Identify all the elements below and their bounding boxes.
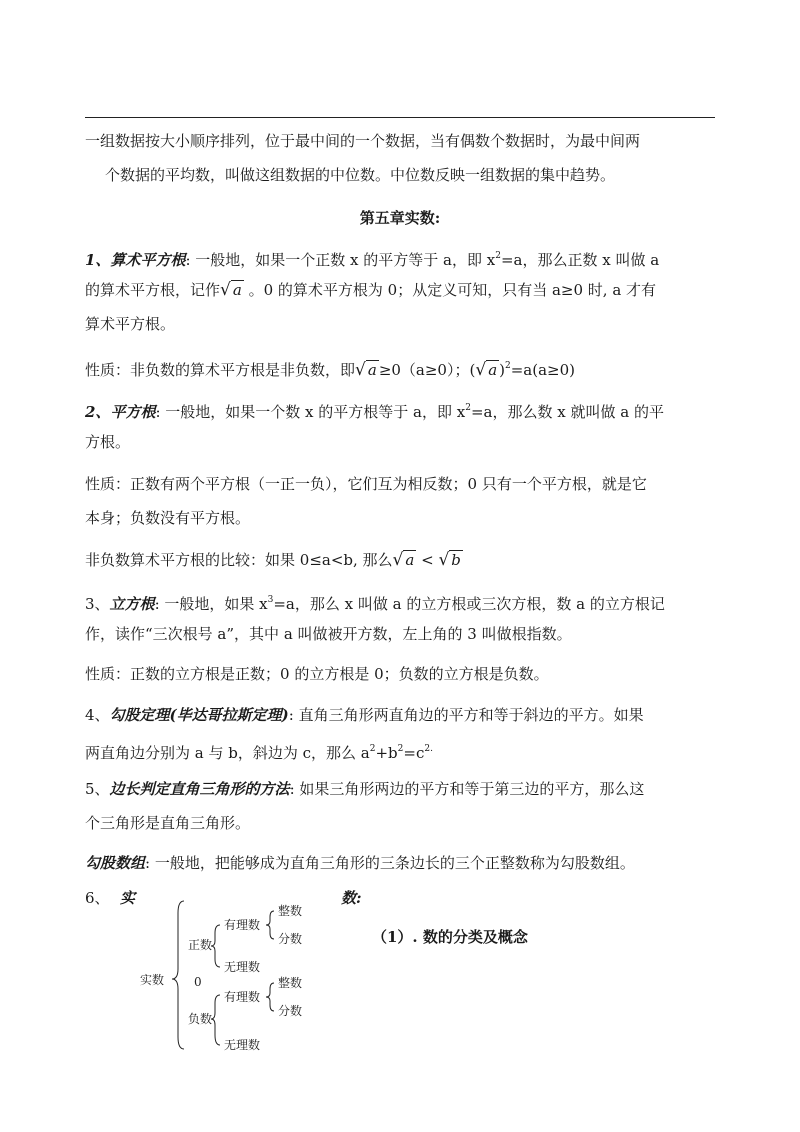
text: =a(a≥0) (510, 361, 576, 379)
text: : 一般地，把能够成为直角三角形的三条边长的三个正整数称为勾股数组。 (145, 854, 635, 872)
section-3-line-1 (85, 590, 665, 614)
section-6-number: 6、 (85, 889, 110, 907)
intro-line-2: 个数据的平均数，叫做这组数据的中位数。中位数反映一组数据的集中趋势。 (105, 166, 616, 184)
section-number: 2、 (85, 403, 111, 421)
superscript: 2 (369, 744, 376, 754)
superscript: 2 (397, 744, 404, 754)
text: 两直角边分别为 a 与 b，斜边为 c，那么 a (85, 744, 370, 762)
text: +b (375, 744, 398, 762)
text: : 一般地，如果一个数 x 的平方根等于 a，即 x (155, 403, 466, 421)
section-1-line-3: 算术平方根。 (85, 315, 176, 333)
superscript: 2 (495, 251, 501, 261)
tree-integer: 整数 (278, 904, 303, 918)
text: =c (403, 744, 425, 762)
section-6-term-a: 实 (120, 889, 136, 907)
section-1-line-1 (85, 246, 659, 270)
superscript: 2. (424, 744, 433, 754)
tree-rational: 有理数 (224, 918, 261, 932)
tree-irrational: 无理数 (224, 960, 261, 974)
section-2-line-2: 方根。 (85, 433, 131, 451)
superscript: 2 (505, 361, 511, 371)
radicand: a (405, 551, 415, 569)
text: 性质：非负数的算术平方根是非负数，即 (85, 361, 356, 379)
section-4-line-1 (85, 705, 644, 725)
sqrt-symbol: √ a (475, 360, 498, 380)
tree-positive: 正数 (188, 938, 213, 952)
text: : 一般地，如果 x (154, 595, 268, 613)
number-classification-tree (140, 895, 340, 1055)
section-4-line-2 (85, 739, 433, 763)
term-pythagorean-theorem: 勾股定理(毕达哥拉斯定理) (109, 706, 289, 724)
term-pythagorean-triples: 勾股数组 (85, 854, 146, 872)
term-cube-root: 立方根 (109, 595, 155, 613)
brace-rational-positive (266, 911, 274, 939)
text: 非负数算术平方根的比较：如果 0≤a<b, 那么 (85, 551, 393, 569)
text: 的算术平方根，记作 (85, 281, 221, 299)
text: : 直角三角形两直角边的平方和等于斜边的平方。如果 (288, 706, 644, 724)
superscript: 3 (267, 595, 274, 605)
property-2-line-2: 本身；负数没有平方根。 (85, 509, 251, 527)
section-1-line-2 (85, 280, 656, 300)
tree-rational: 有理数 (224, 990, 261, 1004)
radicand: b (451, 551, 461, 569)
property-1 (85, 356, 575, 380)
radicand: a (232, 281, 242, 299)
section-3-line-2: 作，读作“三次根号 a”，其中 a 叫做被开方数，左上角的 3 叫做根指数。 (85, 625, 572, 643)
text: =a，那么 x 叫做 a 的立方根或三次方根，数 a 的立方根记 (273, 595, 665, 613)
text: : (356, 889, 362, 907)
subsection-title: （1）. 数的分类及概念 (372, 928, 528, 946)
section-2-line-1 (85, 398, 664, 422)
section-number: 4、 (85, 706, 110, 724)
text: ) (499, 361, 505, 379)
section-number: 1、 (85, 251, 111, 269)
term-right-triangle-criterion: 边长判定直角三角形的方法 (109, 780, 290, 798)
tree-integer: 整数 (278, 976, 303, 990)
tree-root: 实数 (140, 973, 165, 987)
section-number: 3、 (85, 595, 110, 613)
property-3: 性质：正数的立方根是正数；0 的立方根是 0；负数的立方根是负数。 (85, 665, 549, 683)
chapter-title: 第五章实数: (359, 209, 441, 227)
radicand: a (367, 361, 377, 379)
term-arithmetic-root: 算术平方根 (110, 251, 186, 269)
text: : 一般地，如果一个正数 x 的平方等于 a，即 x (185, 251, 496, 269)
pythagorean-triples (85, 853, 635, 873)
brace-rational-negative (266, 983, 274, 1011)
brace-negative (211, 995, 220, 1045)
sqrt-symbol: √ a (392, 550, 415, 570)
tree-negative: 负数 (188, 1012, 213, 1026)
radicand: a (488, 361, 498, 379)
text: ≥0（a≥0）；( (378, 361, 476, 379)
intro-line-1: 一组数据按大小顺序排列，位于最中间的一个数据，当有偶数个数据时，为最中间两 (85, 132, 641, 150)
text: 数 (341, 889, 357, 907)
text: =a，那么正数 x 叫做 a (500, 251, 660, 269)
tree-fraction: 分数 (278, 932, 303, 946)
brace-root (172, 901, 184, 1049)
property-2-line-1: 性质：正数有两个平方根（一正一负），它们互为相反数；0 只有一个平方根，就是它 (85, 475, 647, 493)
tree-irrational: 无理数 (224, 1038, 261, 1052)
text: < (416, 551, 439, 569)
tree-fraction: 分数 (278, 1004, 303, 1018)
brace-positive (211, 925, 220, 967)
section-5-line-1 (85, 779, 644, 799)
term-square-root: 平方根 (110, 403, 156, 421)
sqrt-symbol: √ b (438, 550, 461, 570)
section-number: 5、 (85, 780, 110, 798)
superscript: 2 (465, 403, 471, 413)
sqrt-compare (85, 550, 463, 570)
text: =a，那么数 x 就叫做 a 的平 (470, 403, 664, 421)
section-6-term-b (341, 888, 362, 908)
sqrt-symbol: √ a (355, 360, 377, 380)
header-rule (85, 117, 715, 118)
sqrt-symbol: √ a (220, 280, 242, 300)
text: 。0 的算术平方根为 0；从定义可知，只有当 a≥0 时, a 才有 (243, 281, 657, 299)
tree-zero: 0 (194, 975, 202, 989)
text: : 如果三角形两边的平方和等于第三边的平方，那么这 (289, 780, 645, 798)
section-5-line-2: 个三角形是直角三角形。 (85, 814, 251, 832)
